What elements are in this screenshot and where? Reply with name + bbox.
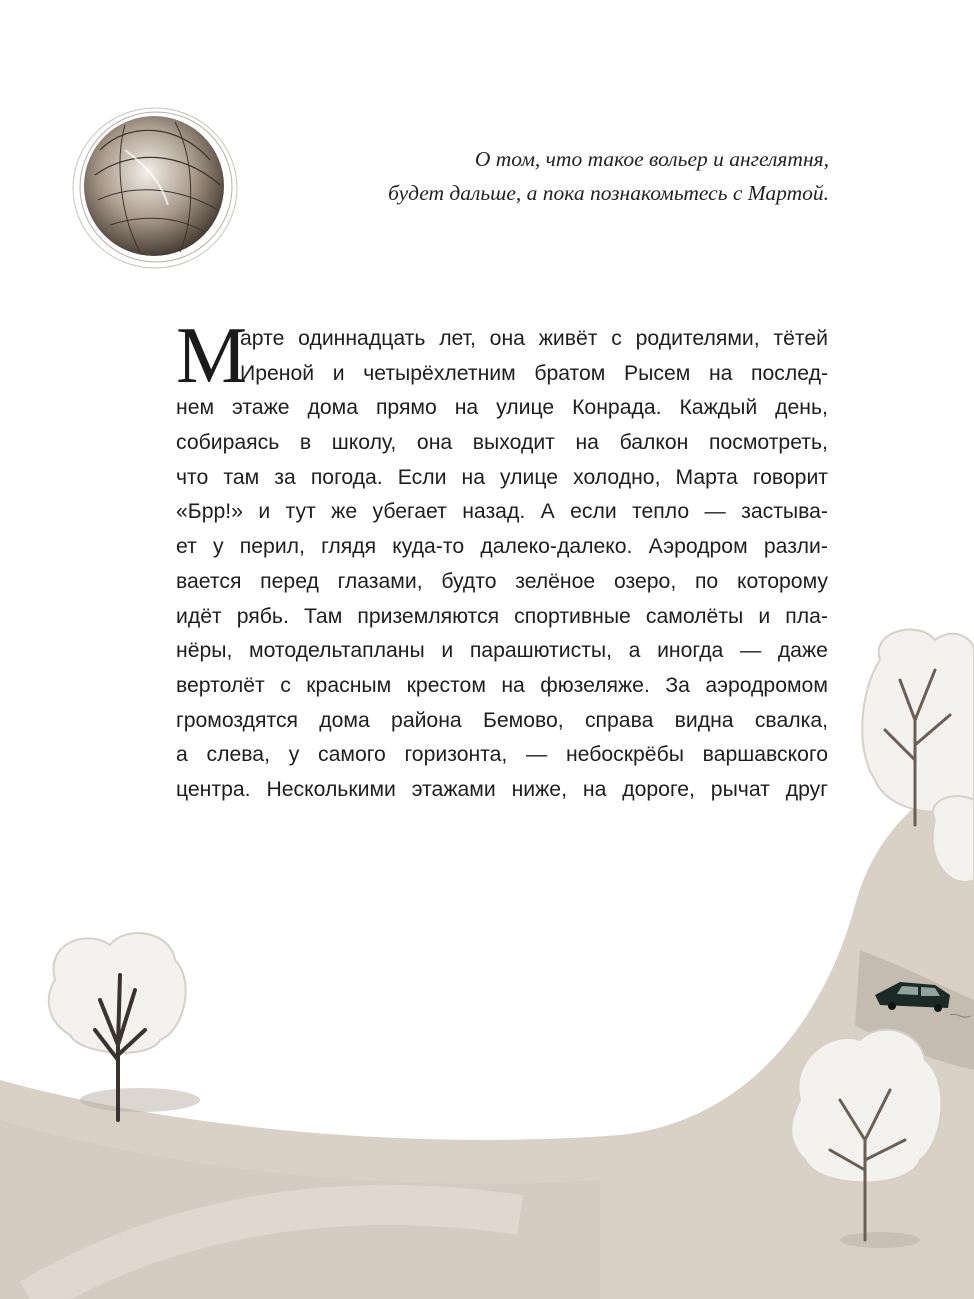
text-line: Иреной и четырёхлетним братом Рысем на послед- (240, 361, 828, 385)
text-line: громоздятся дома района Бемово, справа видна свалка, (176, 708, 828, 732)
text-line: нёры, мотодельтапланы и парашютисты, а иногда — даже (176, 639, 828, 663)
text-line: вертолёт с красным крестом на фюзеляже. За аэродромом (176, 673, 828, 697)
epigraph-line-1: О том, что такое вольер и ангелятня, (474, 147, 829, 171)
text-line: центра. Несколькими этажами ниже, на дороге, рычат друг (176, 777, 828, 801)
epigraph (309, 142, 829, 210)
text-line: нем этаже дома прямо на улице Конрада. Каждый день, (176, 396, 828, 420)
text-line: что там за погода. Если на улице холодно, Марта говорит (176, 465, 828, 489)
text-line: ет у перил, глядя куда-то далеко-далеко. Аэродром разли- (176, 535, 828, 559)
text-line: вается перед глазами, будто зелёное озеро, по которому (176, 569, 828, 593)
drop-cap: М (176, 312, 248, 400)
epigraph-line-2: будет дальше, а пока познакомьтесь с Мартой. (388, 181, 829, 205)
text-line: собираясь в школу, она выходит на балкон посмотреть, (176, 431, 828, 455)
text-line: а слева, у самого горизонта, — небоскрёбы варшавского (176, 743, 828, 767)
text-line: арте одиннадцать лет, она живёт с родителями, тётей (240, 327, 828, 350)
tree-left-icon (49, 933, 200, 1120)
body-paragraph (176, 322, 828, 808)
sketched-ball-icon (73, 108, 237, 268)
text-line: «Брр!» и тут же убегает назад. А если тепло — застыва- (176, 500, 828, 524)
text-line: идёт рябь. Там приземляются спортивные самолёты и пла- (176, 604, 828, 628)
